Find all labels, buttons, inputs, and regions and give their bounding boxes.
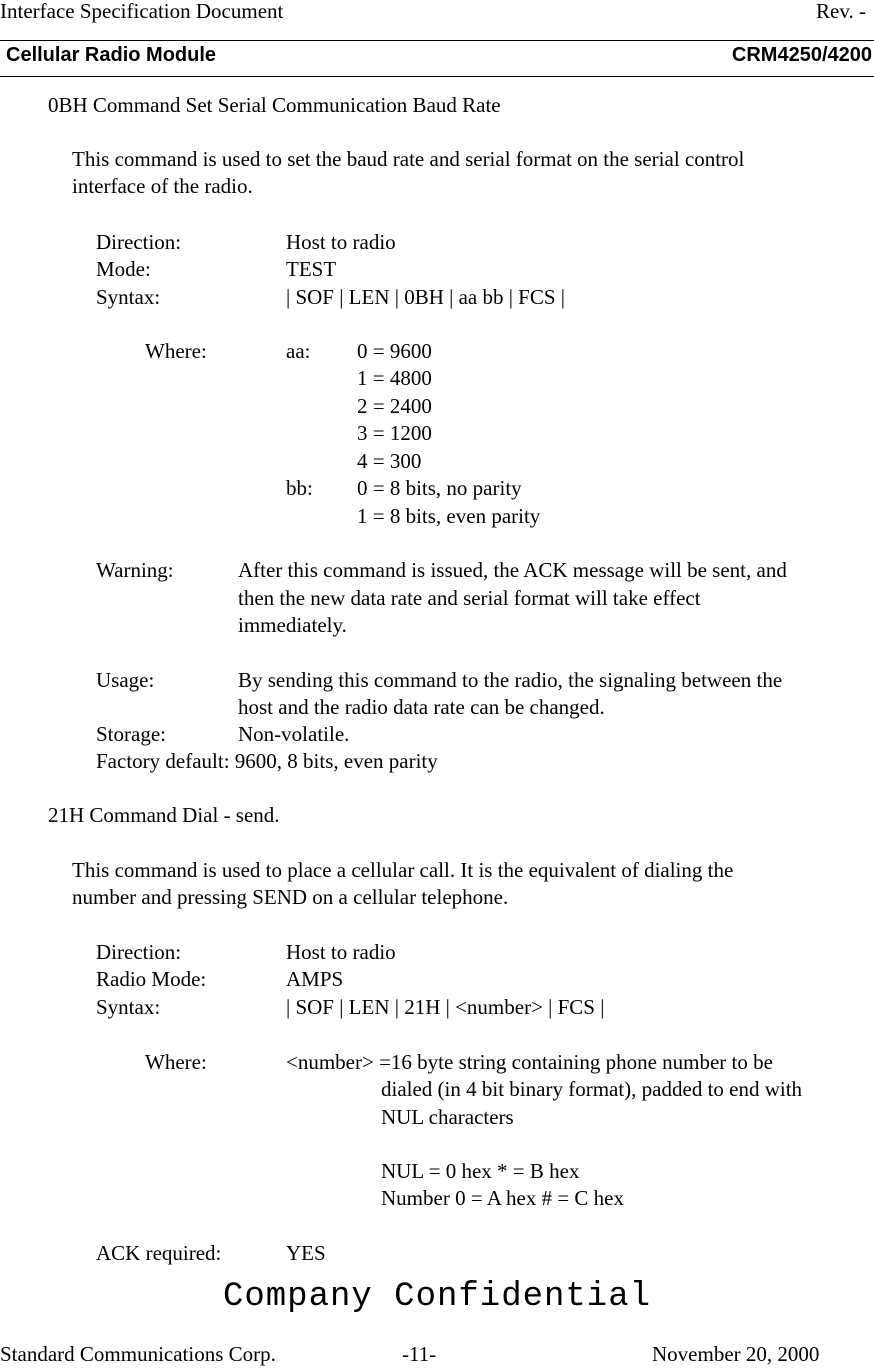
confidential-notice: Company Confidential (222, 1278, 652, 1316)
where-text-line2: dialed (in 4 bit binary format), padded to end with (381, 1077, 803, 1101)
where-label: Where: (145, 339, 207, 363)
radio-mode-label: Radio Mode: (96, 967, 207, 991)
section-title-0bh: 0BH Command Set Serial Communication Baud Rate (48, 93, 501, 117)
mode-label: Mode: (96, 257, 151, 281)
usage-label: Usage: (96, 668, 155, 692)
module-name: Cellular Radio Module (6, 44, 217, 66)
bb-value: 1 = 8 bits, even parity (357, 504, 541, 528)
factory-default: Factory default: 9600, 8 bits, even parity (96, 749, 438, 773)
where-text-line3: NUL characters (381, 1105, 514, 1129)
aa-value: 2 = 2400 (357, 394, 432, 418)
storage-label: Storage: (96, 722, 166, 746)
direction-value: Host to radio (286, 230, 396, 254)
section-desc-0bh-line2: interface of the radio. (72, 174, 253, 198)
mode-value: TEST (286, 257, 337, 281)
aa-value: 4 = 300 (357, 449, 422, 473)
storage-value: Non-volatile. (238, 722, 350, 746)
section-desc-0bh-line1: This command is used to set the baud rate and serial format on the serial control (72, 147, 745, 171)
revision: Rev. - (816, 0, 866, 23)
ack-label: ACK required: (96, 1241, 222, 1265)
footer-date: November 20, 2000 (652, 1342, 820, 1366)
page-number: -11- (402, 1342, 437, 1366)
section-desc-21h-line1: This command is used to place a cellular call. It is the equivalent of dialing the (72, 858, 734, 882)
aa-value: 1 = 4800 (357, 366, 432, 390)
syntax-label: Syntax: (96, 995, 161, 1019)
aa-label: aa: (286, 339, 311, 363)
warning-label: Warning: (96, 558, 174, 582)
syntax-value: | SOF | LEN | 0BH | aa bb | FCS | (286, 285, 565, 309)
bb-label: bb: (286, 476, 313, 500)
usage-text-line2: host and the radio data rate can be changed. (238, 695, 605, 719)
encoding-line1: NUL = 0 hex * = B hex (381, 1159, 580, 1183)
header-rule-bottom (0, 76, 874, 77)
footer-company: Standard Communications Corp. (0, 1342, 276, 1366)
where-label: Where: (145, 1050, 207, 1074)
radio-mode-value: AMPS (286, 967, 344, 991)
direction-value: Host to radio (286, 940, 396, 964)
section-desc-21h-line2: number and pressing SEND on a cellular telephone. (72, 885, 509, 909)
syntax-label: Syntax: (96, 285, 161, 309)
direction-label: Direction: (96, 230, 182, 254)
usage-text-line1: By sending this command to the radio, the signaling between the (238, 668, 783, 692)
model-number: CRM4250/4200 (731, 44, 872, 66)
syntax-value: | SOF | LEN | 21H | <number> | FCS | (286, 995, 605, 1019)
warning-text-line1: After this command is issued, the ACK message will be sent, and (238, 558, 787, 582)
section-title-21h: 21H Command Dial - send. (48, 803, 280, 827)
where-text-line1: <number> =16 byte string containing phone number to be (286, 1050, 773, 1074)
header-rule-top (0, 40, 874, 41)
aa-value: 3 = 1200 (357, 421, 432, 445)
warning-text-line3: immediately. (238, 613, 347, 637)
aa-value: 0 = 9600 (357, 339, 432, 363)
warning-text-line2: then the new data rate and serial format will take effect (238, 586, 701, 610)
encoding-line2: Number 0 = A hex # = C hex (381, 1186, 624, 1210)
ack-value: YES (286, 1241, 326, 1265)
doc-title: Interface Specification Document (0, 0, 284, 23)
bb-value: 0 = 8 bits, no parity (357, 476, 522, 500)
direction-label: Direction: (96, 940, 182, 964)
